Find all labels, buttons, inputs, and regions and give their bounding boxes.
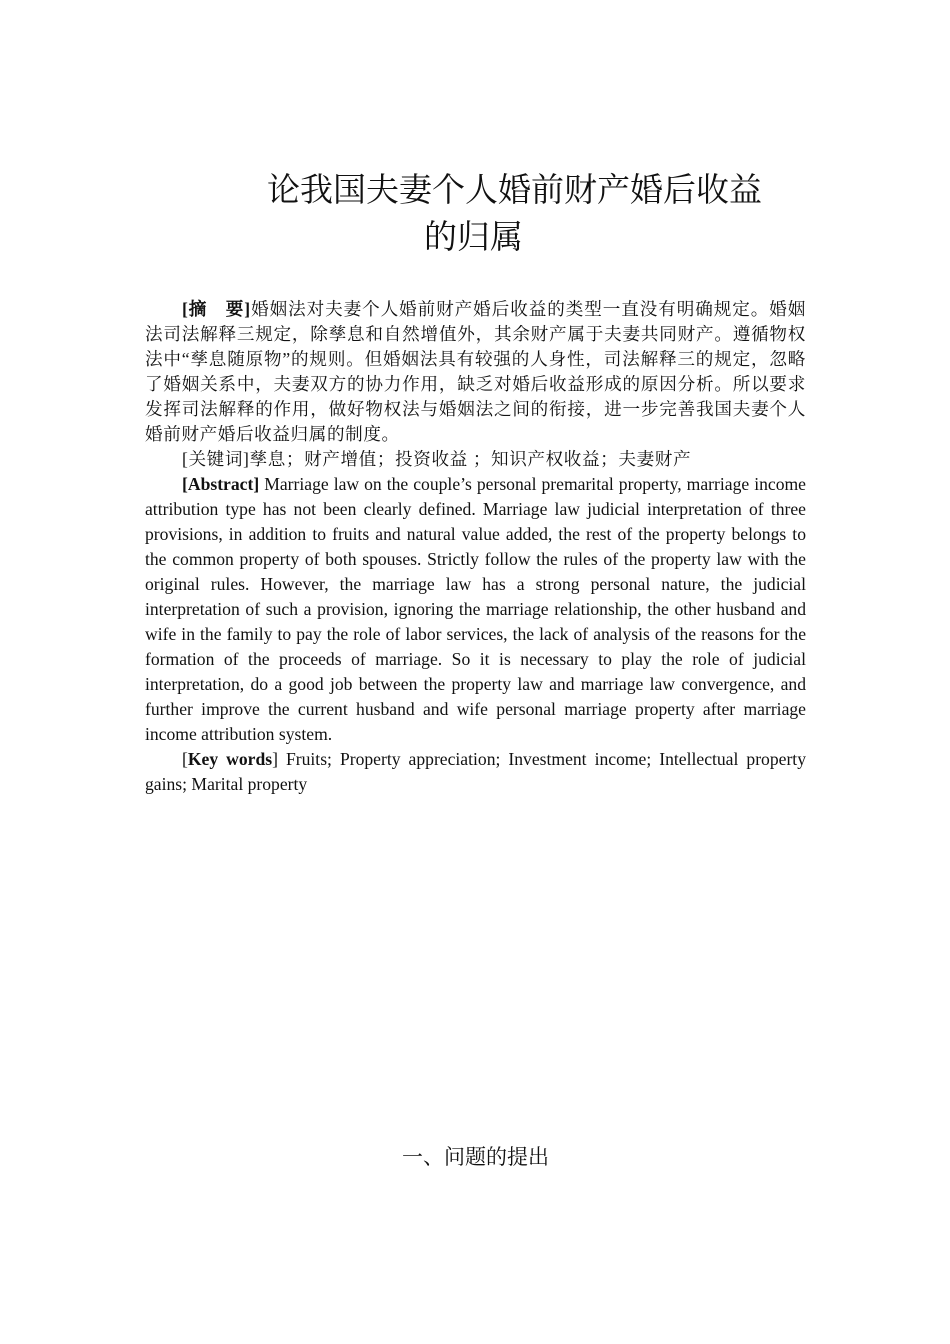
paper-title-line-1: 论我国夫妻个人婚前财产婚后收益 [267,170,762,209]
section-heading: 一、问题的提出 [402,1145,549,1169]
english-keywords [145,747,806,797]
abstract-section [145,297,806,797]
paper-title-line-2: 的归属 [424,217,523,256]
english-abstract-text: Marriage law on the couple’s personal premarital property, marriage income attribution type has not been clearly defined. Marriage law judicial interpretation of three provisions, in addition to fruits and natural value added, the rest of the property belongs to the common property of both spouses. Strictly follow the rules of the property law with the original rules. However, the marriage law has a strong personal nature, the judicial interpretation of such a provision, ignoring the marriage relationship, the other husband and wife in the family to pay the role of labor services, the lack of analysis of the reasons for the formation of the proceeds of marriage. So it is necessary to play the role of judicial interpretation, do a good job between the property law and marriage law convergence, and further improve the current husband and wife personal marriage property after marriage income attribution system. [145,474,806,744]
english-keywords-text: Fruits; Property appreciation; Investment income; Intellectual property gains; Marital property [145,749,806,794]
english-abstract-label: [Abstract] [182,474,260,494]
english-keywords-bracket-close: ] [272,749,278,769]
english-keywords-label: Key words [187,749,273,769]
english-abstract [145,472,806,747]
english-keywords-bracket-open: [ [182,749,188,769]
chinese-keywords [145,447,806,472]
chinese-keywords-label: [关键词] [182,449,250,469]
chinese-abstract [145,297,806,447]
paper-title [145,166,807,260]
chinese-abstract-label: [摘 要] [182,299,251,319]
chinese-keywords-text: 孳息；财产增值；投资收益 ；知识产权收益；夫妻财产 [249,449,692,469]
chinese-abstract-text: 婚姻法对夫妻个人婚前财产婚后收益的类型一直没有明确规定。婚姻法司法解释三规定，除孳息和自然增值外，其余财产属于夫妻共同财产。遵循物权法中“孳息随原物”的规则。但婚姻法具有较强的人身性，司法解释三的规定，忽略了婚姻关系中，夫妻双方的协力作用，缺乏对婚后收益形成的原因分析。所以要求发挥司法解释的作用，做好物权法与婚姻法之间的衔接，进一步完善我国夫妻个人婚前财产婚后收益归属的制度。 [145,299,806,444]
